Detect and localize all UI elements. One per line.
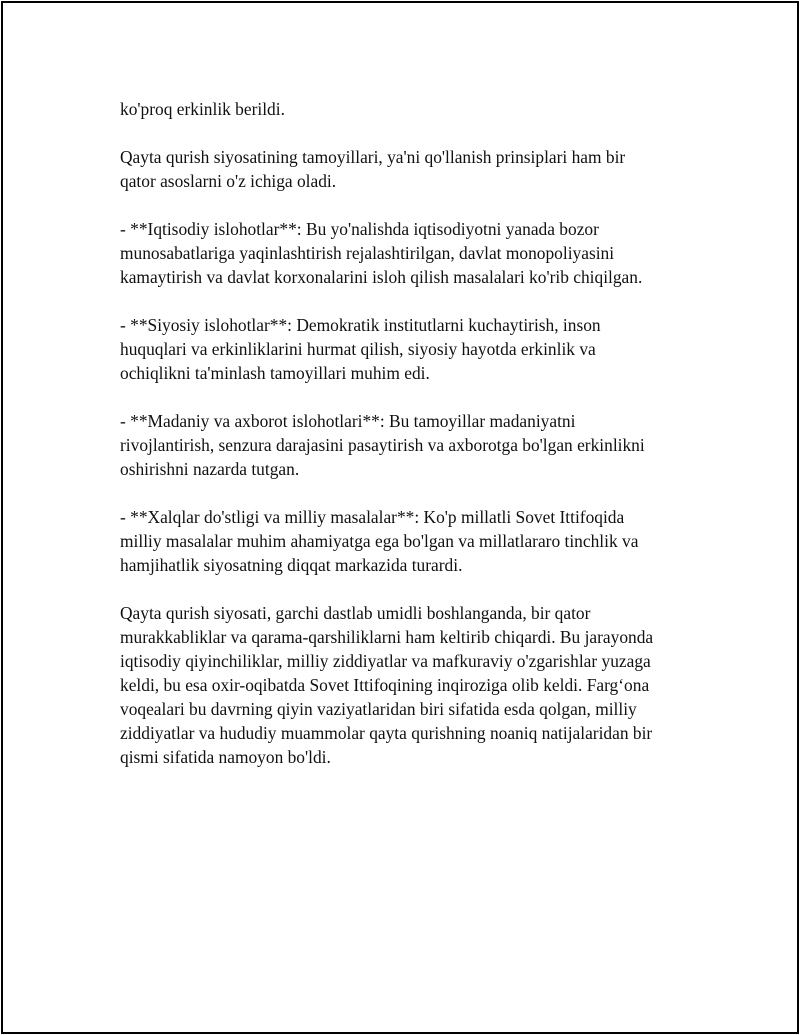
paragraph-continuation — [120, 97, 700, 121]
paragraph-friendship-of-peoples — [120, 505, 700, 577]
document-body — [120, 97, 700, 793]
text-line: milliy masalalar muhim ahamiyatga ega bo'lgan va millatlararo tinchlik va — [120, 531, 639, 551]
text-line: voqealari bu davrning qiyin vaziyatlaridan biri sifatida esda qolgan, milliy — [120, 699, 637, 719]
paragraph-conclusion — [120, 601, 700, 769]
paragraph-principles-intro — [120, 145, 700, 193]
text-line: - **Madaniy va axborot islohotlari**: Bu tamoyillar madaniyatni — [120, 411, 576, 431]
text-line: ziddiyatlar va hududiy muammolar qayta qurishning noaniq natijalaridan bir — [120, 723, 653, 743]
text-line: iqtisodiy qiyinchiliklar, milliy ziddiyatlar va mafkuraviy o'zgarishlar yuzaga — [120, 651, 651, 671]
text-line: huquqlari va erkinliklarini hurmat qilish, siyosiy hayotda erkinlik va — [120, 339, 596, 359]
text-line: hamjihatlik siyosatning diqqat markazida turardi. — [120, 555, 463, 575]
text-line: qismi sifatida namoyon bo'ldi. — [120, 747, 331, 767]
text-line: murakkabliklar va qarama-qarshiliklarni ham keltirib chiqardi. Bu jarayonda — [120, 627, 654, 647]
text-line: Qayta qurish siyosati, garchi dastlab umidli boshlanganda, bir qator — [120, 603, 591, 623]
text-line: munosabatlariga yaqinlashtirish rejalashtirilgan, davlat monopoliyasini — [120, 243, 615, 263]
paragraph-economic-reforms — [120, 217, 700, 289]
text-line: Qayta qurish siyosatining tamoyillari, ya'ni qo'llanish prinsiplari ham bir — [120, 147, 626, 167]
paragraph-political-reforms — [120, 313, 700, 385]
text-line: ko'proq erkinlik berildi. — [120, 99, 285, 119]
text-line: kamaytirish va davlat korxonalarini isloh qilish masalalari ko'rib chiqilgan. — [120, 267, 643, 287]
text-line: - **Iqtisodiy islohotlar**: Bu yo'nalishda iqtisodiyotni yanada bozor — [120, 219, 599, 239]
text-line: oshirishni nazarda tutgan. — [120, 459, 300, 479]
paragraph-cultural-reforms — [120, 409, 700, 481]
text-line: ochiqlikni ta'minlash tamoyillari muhim edi. — [120, 363, 430, 383]
page-frame — [1, 1, 799, 1034]
text-line: - **Siyosiy islohotlar**: Demokratik institutlarni kuchaytirish, inson — [120, 315, 601, 335]
text-line: rivojlantirish, senzura darajasini pasaytirish va axborotga bo'lgan erkinlikni — [120, 435, 645, 455]
text-line: qator asoslarni o'z ichiga oladi. — [120, 171, 337, 191]
text-line: - **Xalqlar do'stligi va milliy masalalar**: Ko'p millatli Sovet Ittifoqida — [120, 507, 625, 527]
text-line: keldi, bu esa oxir-oqibatda Sovet Ittifoqining inqiroziga olib keldi. Farg‘ona — [120, 675, 650, 695]
